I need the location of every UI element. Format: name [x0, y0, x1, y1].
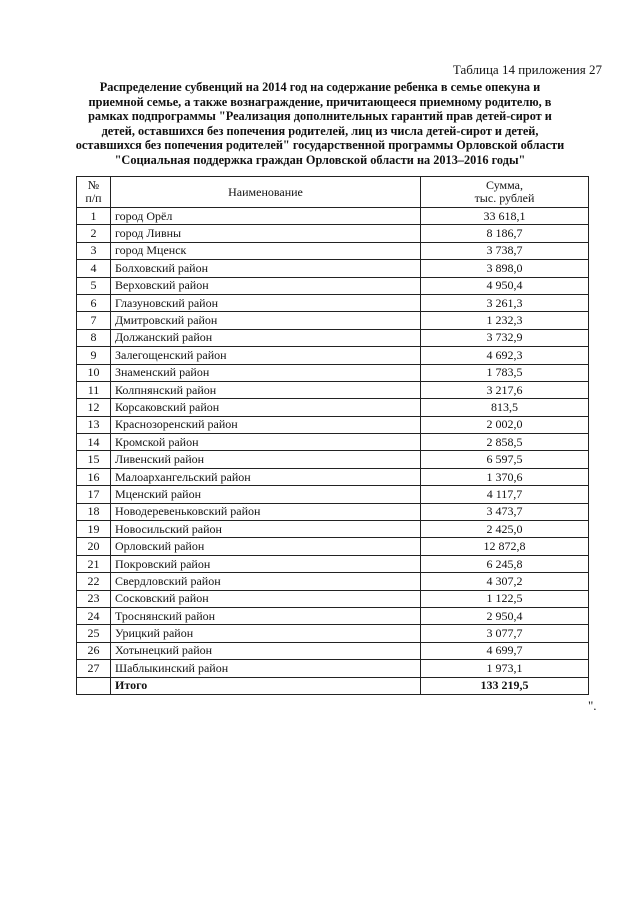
row-name: Верховский район: [111, 277, 421, 294]
row-number: 15: [77, 451, 111, 468]
row-sum: 2 002,0: [421, 416, 589, 433]
header-name: Наименование: [111, 177, 421, 208]
table-row: [77, 468, 589, 485]
table-row: [77, 242, 589, 259]
row-sum: 1 370,6: [421, 468, 589, 485]
row-number: 6: [77, 294, 111, 311]
row-number: 16: [77, 468, 111, 485]
row-number: 19: [77, 521, 111, 538]
row-name: Малоархангельский район: [111, 468, 421, 485]
row-name: Троснянский район: [111, 607, 421, 624]
header-sum: [421, 177, 589, 208]
row-number: 23: [77, 590, 111, 607]
title-line: оставшихся без попечения родителей" государственной программы Орловской области: [75, 138, 565, 153]
row-sum: 33 618,1: [421, 208, 589, 225]
row-sum: 2 950,4: [421, 607, 589, 624]
row-number: 7: [77, 312, 111, 329]
row-sum: 3 217,6: [421, 381, 589, 398]
row-number: 17: [77, 486, 111, 503]
header-number: [77, 177, 111, 208]
header-sum-line2: тыс. рублей: [474, 191, 535, 205]
row-name: Новодеревеньковский район: [111, 503, 421, 520]
row-number: 26: [77, 642, 111, 659]
row-number: 8: [77, 329, 111, 346]
row-name: Кромской район: [111, 434, 421, 451]
row-number: 20: [77, 538, 111, 555]
table-row: [77, 590, 589, 607]
table-row: [77, 294, 589, 311]
table-row: [77, 260, 589, 277]
table-row: [77, 521, 589, 538]
table-header-row: [77, 177, 589, 208]
table-row: [77, 381, 589, 398]
row-name: Корсаковский район: [111, 399, 421, 416]
table-row: [77, 277, 589, 294]
row-number: 27: [77, 660, 111, 677]
row-name: Ливенский район: [111, 451, 421, 468]
row-sum: 4 307,2: [421, 573, 589, 590]
row-sum: 6 597,5: [421, 451, 589, 468]
row-name: Шаблыкинский район: [111, 660, 421, 677]
row-number: 18: [77, 503, 111, 520]
row-sum: 1 122,5: [421, 590, 589, 607]
title-line: Распределение субвенций на 2014 год на содержание ребенка в семье опекуна и: [99, 80, 541, 94]
row-name: Сосковский район: [111, 590, 421, 607]
header-number-line2: п/п: [85, 191, 102, 205]
row-name: Болховский район: [111, 260, 421, 277]
row-sum: 3 261,3: [421, 294, 589, 311]
table-row: [77, 503, 589, 520]
row-name: Залегощенский район: [111, 347, 421, 364]
total-label: Итого: [111, 677, 421, 694]
table-reference: Таблица 14 приложения 27: [452, 62, 602, 77]
title-line: приемной семье, а также вознаграждение, причитающееся приемному родителю, в: [88, 94, 552, 109]
row-number: 10: [77, 364, 111, 381]
table-row: [77, 329, 589, 346]
row-sum: 2 858,5: [421, 434, 589, 451]
row-number: 5: [77, 277, 111, 294]
row-name: город Мценск: [111, 242, 421, 259]
table-row: [77, 573, 589, 590]
row-sum: 813,5: [421, 399, 589, 416]
row-name: Новосильский район: [111, 521, 421, 538]
row-number: 1: [77, 208, 111, 225]
row-sum: 8 186,7: [421, 225, 589, 242]
row-sum: 2 425,0: [421, 521, 589, 538]
row-sum: 1 232,3: [421, 312, 589, 329]
table-total-row: [77, 677, 589, 694]
row-sum: 3 738,7: [421, 242, 589, 259]
table-row: [77, 451, 589, 468]
row-number: 3: [77, 242, 111, 259]
row-name: Знаменский район: [111, 364, 421, 381]
row-name: Покровский район: [111, 555, 421, 572]
table-row: [77, 434, 589, 451]
table-row: [77, 625, 589, 642]
table-row: [77, 555, 589, 572]
table-row: [77, 399, 589, 416]
table-row: [77, 347, 589, 364]
row-number: 4: [77, 260, 111, 277]
row-sum: 3 732,9: [421, 329, 589, 346]
table-row: [77, 364, 589, 381]
row-name: Колпнянский район: [111, 381, 421, 398]
row-sum: 4 699,7: [421, 642, 589, 659]
row-number: 9: [77, 347, 111, 364]
row-number: 22: [77, 573, 111, 590]
row-sum: 12 872,8: [421, 538, 589, 555]
row-name: Дмитровский район: [111, 312, 421, 329]
table-row: [77, 312, 589, 329]
total-number: [77, 677, 111, 694]
table-row: [77, 538, 589, 555]
row-number: 12: [77, 399, 111, 416]
table-row: [77, 642, 589, 659]
row-sum: 4 950,4: [421, 277, 589, 294]
row-name: город Ливны: [111, 225, 421, 242]
row-name: Урицкий район: [111, 625, 421, 642]
title-line: рамках подпрограммы "Реализация дополнительных гарантий прав детей-сирот и: [88, 109, 552, 124]
header-number-line1: №: [87, 178, 100, 192]
row-number: 11: [77, 381, 111, 398]
row-name: Свердловский район: [111, 573, 421, 590]
row-sum: 3 473,7: [421, 503, 589, 520]
row-number: 25: [77, 625, 111, 642]
table-row: [77, 486, 589, 503]
row-number: 21: [77, 555, 111, 572]
row-name: Глазуновский район: [111, 294, 421, 311]
title-line: "Социальная поддержка граждан Орловской области на 2013–2016 годы": [114, 152, 526, 167]
row-sum: 1 783,5: [421, 364, 589, 381]
row-sum: 3 898,0: [421, 260, 589, 277]
row-name: Краснозоренский район: [111, 416, 421, 433]
row-number: 14: [77, 434, 111, 451]
row-number: 2: [77, 225, 111, 242]
row-name: город Орёл: [111, 208, 421, 225]
table-row: [77, 416, 589, 433]
row-name: Хотынецкий район: [111, 642, 421, 659]
row-sum: 6 245,8: [421, 555, 589, 572]
table-row: [77, 225, 589, 242]
table-row: [77, 660, 589, 677]
row-number: 13: [77, 416, 111, 433]
header-sum-line1: Сумма,: [486, 178, 523, 192]
table-row: [77, 607, 589, 624]
closing-quote-mark: ".: [588, 698, 597, 713]
subsidy-table: [76, 176, 589, 695]
document-title: [60, 80, 580, 168]
row-sum: 1 973,1: [421, 660, 589, 677]
total-sum: 133 219,5: [421, 677, 589, 694]
table-body: [77, 208, 589, 678]
row-name: Должанский район: [111, 329, 421, 346]
row-sum: 4 117,7: [421, 486, 589, 503]
row-name: Орловский район: [111, 538, 421, 555]
row-number: 24: [77, 607, 111, 624]
row-sum: 3 077,7: [421, 625, 589, 642]
row-name: Мценский район: [111, 486, 421, 503]
title-line: детей, оставшихся без попечения родителей, лиц из числа детей-сирот и детей,: [101, 123, 539, 138]
row-sum: 4 692,3: [421, 347, 589, 364]
table-row: [77, 208, 589, 225]
